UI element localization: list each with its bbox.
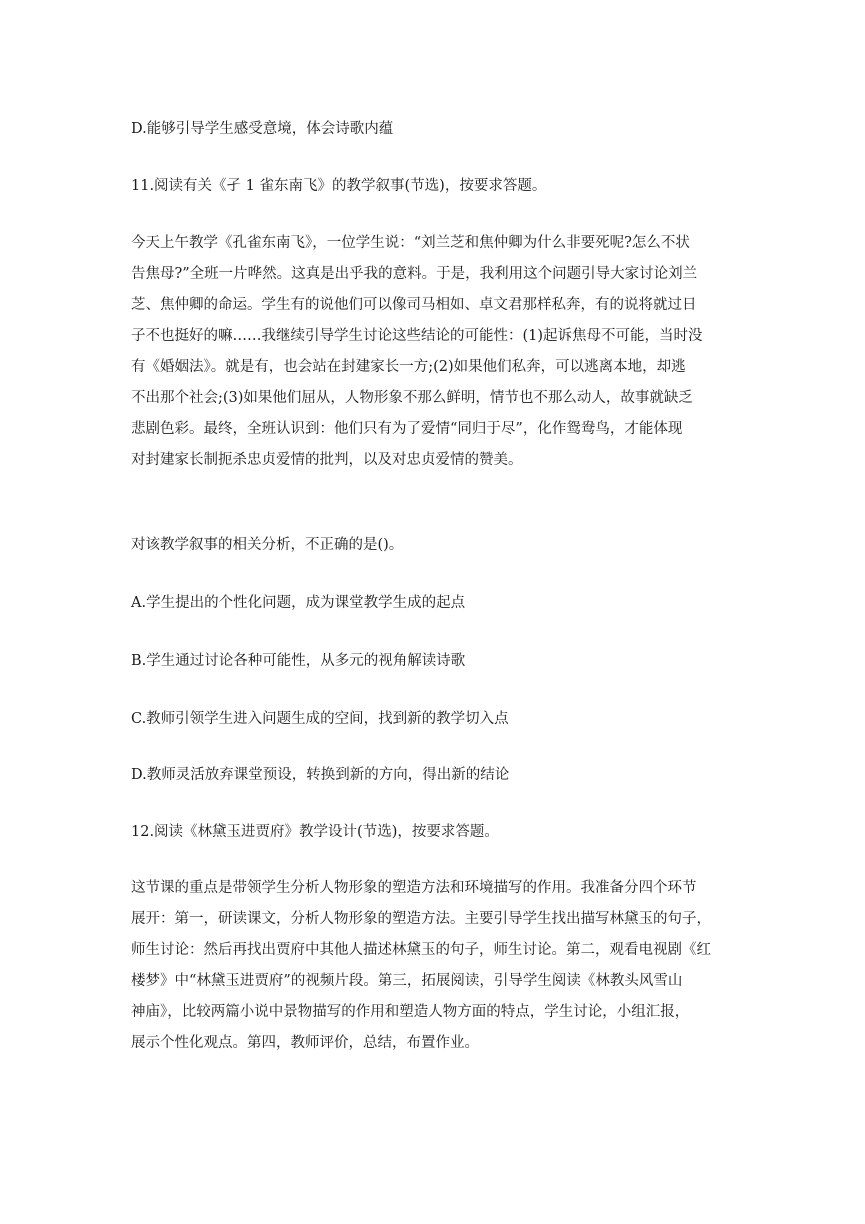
q11-passage: [131, 228, 735, 476]
q12-stem: 12.阅读《林黛玉进贾府》教学设计(节选)，按要求答题。: [131, 824, 499, 840]
q11-passage-line: 悲剧色彩。最终，全班认识到：他们只有为了爱情“同归于尽”，化作鸳鸯鸟，才能体现: [131, 421, 683, 437]
q12-passage-line: 这节课的重点是带领学生分析人物形象的塑造方法和环境描写的作用。我准备分四个环节: [131, 880, 697, 896]
q11-passage-line: 对封建家长制扼杀忠贞爱情的批判，以及对忠贞爱情的赞美。: [131, 452, 523, 468]
q11-passage-line: 有《婚姻法》。就是有，也会站在封建家长一方;(2)如果他们私奔，可以逃离本地，却逃: [131, 359, 686, 375]
q12-passage-line: 师生讨论：然后再找出贾府中其他人描述林黛玉的句子，师生讨论。第二，观看电视剧《红: [131, 942, 711, 958]
q12-passage-line: 展示个性化观点。第四，教师评价，总结，布置作业。: [131, 1035, 479, 1051]
q11-question: 对该教学叙事的相关分析，不正确的是()。: [131, 537, 404, 553]
q11-option-a: A.学生提出的个性化问题，成为课堂教学生成的起点: [131, 595, 466, 611]
q11-passage-line: 芝、焦仲卿的命运。学生有的说他们可以像司马相如、卓文君那样私奔，有的说将就过日: [131, 297, 697, 313]
q11-option-d: D.教师灵活放弃课堂预设，转换到新的方向，得出新的结论: [131, 767, 510, 783]
q10-option-d: D.能够引导学生感受意境，体会诗歌内蕴: [131, 121, 394, 137]
q12-passage-line: 展开：第一，研读课文，分析人物形象的塑造方法。主要引导学生找出描写林黛玉的句子，: [131, 911, 711, 927]
q11-stem: 11.阅读有关《孑 1 雀东南飞》的教学叙事(节选)，按要求答题。: [131, 178, 547, 194]
q11-passage-line: 今天上午教学《孔雀东南飞》，一位学生说：“刘兰芝和焦仲卿为什么非要死呢?怎么不状: [131, 235, 690, 251]
q11-option-c: C.教师引领学生进入问题生成的空间，找到新的教学切入点: [131, 711, 509, 727]
q11-passage-line: 不出那个社会;(3)如果他们屈从，人物形象不那么鲜明，情节也不那么动人，故事就缺乏: [131, 390, 693, 406]
q12-passage: [131, 873, 735, 1059]
q12-passage-line: 楼梦》中“林黛玉进贾府”的视频片段。第三，拓展阅读，引导学生阅读《林教头风雪山: [131, 973, 683, 989]
q11-option-b: B.学生通过讨论各种可能性，从多元的视角解读诗歌: [131, 653, 466, 669]
q11-passage-line: 子不也挺好的嘛……我继续引导学生讨论这些结论的可能性：(1)起诉焦母不可能，当时没: [131, 328, 703, 344]
q12-passage-line: 神庙》，比较两篇小说中景物描写的作用和塑造人物方面的特点，学生讨论，小组汇报，: [131, 1004, 690, 1020]
q11-passage-line: 告焦母?”全班一片哗然。这真是出乎我的意料。于是，我利用这个问题引导大家讨论刘兰: [131, 266, 698, 282]
